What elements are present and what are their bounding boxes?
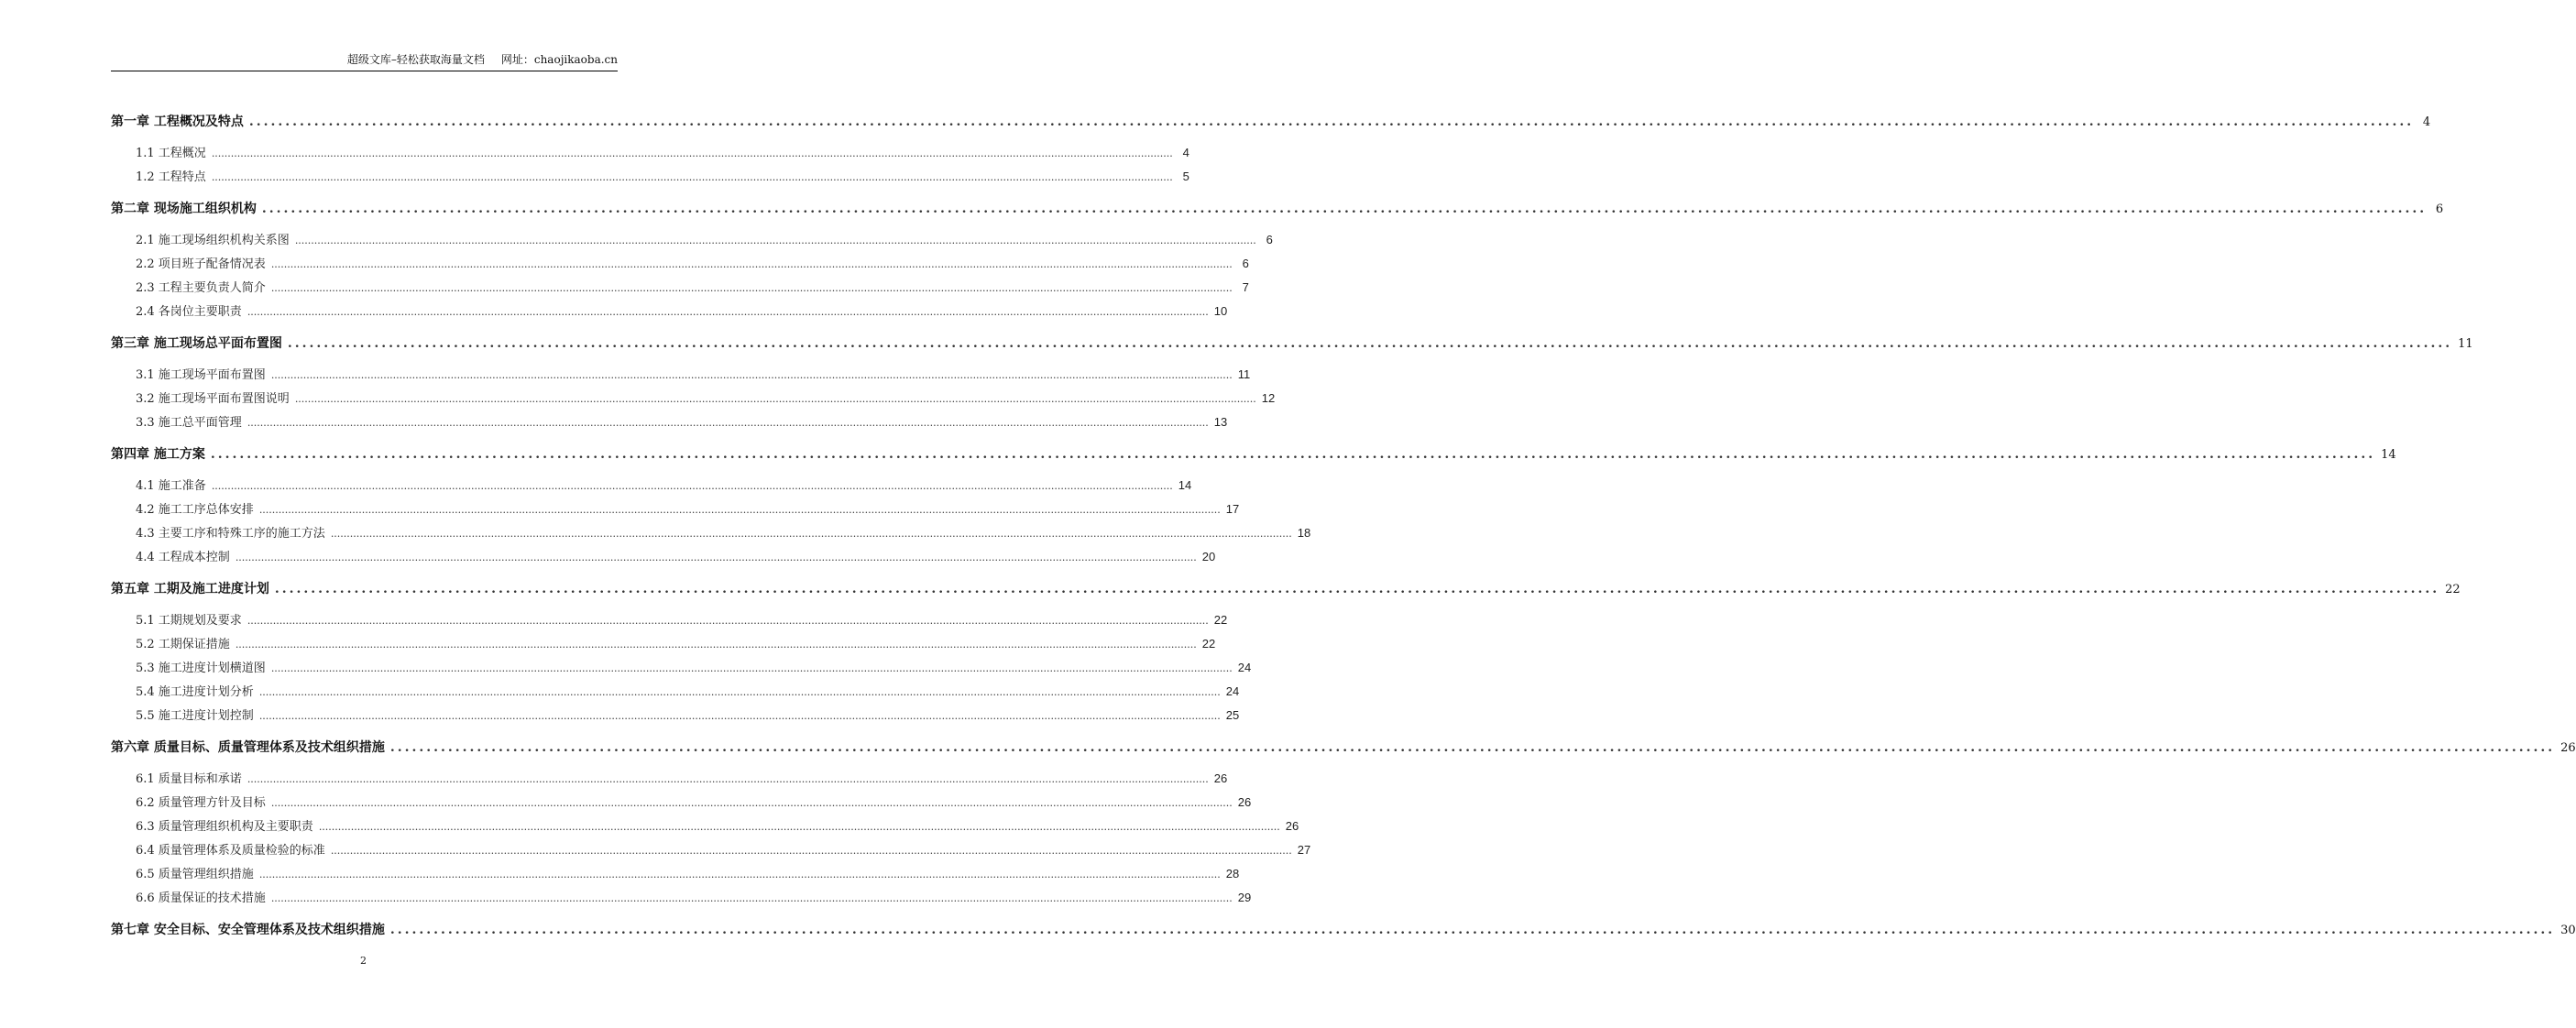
- toc-page-number: 14: [1178, 478, 1192, 492]
- toc-page-number: 29: [1237, 891, 1252, 904]
- toc-title: 第一章 工程概况及特点: [111, 115, 244, 129]
- dot-leader: ............................................................................................................................................................................................................................................................................................................: [270, 892, 1233, 904]
- toc-page-number: 20: [1201, 550, 1216, 563]
- toc-page-number: 10: [1213, 304, 1228, 318]
- toc-title: 第五章 工期及施工进度计划: [111, 582, 269, 596]
- dot-leader: ............................................................................................................................................................................................................................................................................................................: [247, 615, 1209, 627]
- toc-title: 2.2 项目班子配备情况表: [136, 257, 266, 271]
- toc-section-entry[interactable]: [111, 888, 1252, 920]
- toc-page-number: 26: [1285, 819, 1299, 833]
- toc-section-entry[interactable]: [111, 793, 1252, 816]
- toc-section-entry[interactable]: [111, 864, 1240, 888]
- toc-section-entry[interactable]: [111, 705, 1240, 738]
- toc-section-entry[interactable]: [111, 412, 1228, 444]
- toc-chapter-entry[interactable]: [111, 334, 2473, 365]
- page-header: [111, 51, 618, 71]
- toc-page-number: 4: [1182, 146, 1189, 159]
- toc-title: 6.6 质量保证的技术措施: [136, 891, 266, 905]
- toc-section-entry[interactable]: [111, 388, 1276, 412]
- dot-leader: ............................................................................................................................................................................................................................................................................................................: [294, 235, 1256, 246]
- toc-chapter-entry[interactable]: [111, 920, 2576, 951]
- dot-leader: ............................................................................................................................................................................................................................................................................................................: [235, 552, 1197, 563]
- toc-page-number: 6: [1266, 233, 1273, 246]
- toc-title: 4.2 施工工序总体安排: [136, 503, 254, 517]
- dot-leader: ............................................................................................................................................................................................................................................................................................................: [211, 171, 1173, 183]
- page-number: 2: [360, 955, 367, 967]
- toc-page-number: 28: [1225, 867, 1240, 880]
- dot-leader: ............................................................................................................................................................................................................................................................................................................: [287, 336, 2453, 351]
- toc-title: 第七章 安全目标、安全管理体系及技术组织措施: [111, 923, 385, 937]
- table-of-contents: [111, 112, 2576, 951]
- toc-chapter-entry[interactable]: [111, 199, 2444, 230]
- toc-chapter-entry[interactable]: [111, 579, 2461, 610]
- dot-leader: ............................................................................................................................................................................................................................................................................................................: [210, 447, 2376, 462]
- toc-title: 5.3 施工进度计划横道图: [136, 662, 266, 675]
- toc-title: 2.3 工程主要负责人简介: [136, 281, 266, 295]
- dot-leader: ............................................................................................................................................................................................................................................................................................................: [270, 797, 1233, 809]
- toc-page-number: 27: [1297, 843, 1311, 857]
- toc-page-number: 26: [1213, 771, 1228, 785]
- toc-section-entry[interactable]: [111, 254, 1249, 278]
- dot-leader: ............................................................................................................................................................................................................................................................................................................: [235, 639, 1197, 651]
- dot-leader: ............................................................................................................................................................................................................................................................................................................: [330, 528, 1292, 540]
- dot-leader: ............................................................................................................................................................................................................................................................................................................: [248, 115, 2415, 129]
- toc-title: 5.4 施工进度计划分析: [136, 685, 254, 699]
- toc-title: 6.2 质量管理方针及目标: [136, 796, 266, 810]
- dot-leader: ............................................................................................................................................................................................................................................................................................................: [258, 686, 1221, 698]
- toc-page-number: 13: [1213, 415, 1228, 429]
- toc-title: 2.4 各岗位主要职责: [136, 305, 242, 319]
- toc-page-number: 26: [2560, 741, 2576, 755]
- dot-leader: ............................................................................................................................................................................................................................................................................................................: [258, 869, 1221, 880]
- toc-section-entry[interactable]: [111, 278, 1249, 301]
- toc-section-entry[interactable]: [111, 658, 1252, 682]
- toc-page-number: 24: [1225, 684, 1240, 698]
- dot-leader: ............................................................................................................................................................................................................................................................................................................: [389, 923, 2556, 937]
- toc-section-entry[interactable]: [111, 365, 1251, 388]
- toc-title: 5.2 工期保证措施: [136, 638, 230, 651]
- toc-title: 第三章 施工现场总平面布置图: [111, 336, 282, 351]
- toc-title: 1.2 工程特点: [136, 170, 206, 184]
- toc-section-entry[interactable]: [111, 230, 1273, 254]
- toc-page-number: 11: [2458, 337, 2473, 351]
- toc-page-number: 26: [1237, 795, 1252, 809]
- toc-title: 5.5 施工进度计划控制: [136, 709, 254, 723]
- toc-section-entry[interactable]: [111, 523, 1311, 547]
- dot-leader: ............................................................................................................................................................................................................................................................................................................: [258, 504, 1221, 516]
- toc-title: 6.1 质量目标和承诺: [136, 772, 242, 786]
- toc-page-number: 18: [1297, 526, 1311, 540]
- toc-page-number: 24: [1237, 661, 1252, 674]
- toc-section-entry[interactable]: [111, 301, 1228, 334]
- toc-title: 4.1 施工准备: [136, 479, 206, 493]
- dot-leader: ............................................................................................................................................................................................................................................................................................................: [270, 662, 1233, 674]
- dot-leader: ............................................................................................................................................................................................................................................................................................................: [274, 582, 2440, 596]
- header-url: 网址：chaojikaoba.cn: [500, 53, 618, 66]
- toc-section-entry[interactable]: [111, 476, 1192, 499]
- dot-leader: ............................................................................................................................................................................................................................................................................................................: [389, 740, 2556, 755]
- dot-leader: ............................................................................................................................................................................................................................................................................................................: [211, 148, 1173, 159]
- toc-title: 6.3 质量管理组织机构及主要职责: [136, 820, 313, 834]
- toc-page-number: 4: [2422, 115, 2431, 129]
- toc-page-number: 6: [1242, 257, 1249, 270]
- toc-section-entry[interactable]: [111, 816, 1299, 840]
- toc-section-entry[interactable]: [111, 610, 1228, 634]
- toc-page-number: 25: [1225, 708, 1240, 722]
- dot-leader: ............................................................................................................................................................................................................................................................................................................: [247, 306, 1209, 318]
- dot-leader: ............................................................................................................................................................................................................................................................................................................: [294, 393, 1256, 405]
- dot-leader: ............................................................................................................................................................................................................................................................................................................: [247, 773, 1209, 785]
- toc-page-number: 5: [1182, 170, 1189, 183]
- toc-title: 3.3 施工总平面管理: [136, 416, 242, 430]
- toc-page-number: 22: [2445, 583, 2461, 596]
- toc-title: 2.1 施工现场组织机构关系图: [136, 234, 290, 247]
- toc-page-number: 22: [1201, 637, 1216, 651]
- toc-title: 6.5 质量管理组织措施: [136, 868, 254, 881]
- dot-leader: ............................................................................................................................................................................................................................................................................................................: [270, 369, 1233, 381]
- dot-leader: ............................................................................................................................................................................................................................................................................................................: [270, 258, 1233, 270]
- dot-leader: ............................................................................................................................................................................................................................................................................................................: [318, 821, 1280, 833]
- toc-title: 4.4 工程成本控制: [136, 551, 230, 564]
- toc-section-entry[interactable]: [111, 499, 1240, 523]
- toc-page-number: 17: [1225, 502, 1240, 516]
- toc-section-entry[interactable]: [111, 547, 1216, 579]
- dot-leader: ............................................................................................................................................................................................................................................................................................................: [330, 845, 1292, 857]
- toc-page-number: 30: [2560, 924, 2576, 937]
- toc-title: 3.2 施工现场平面布置图说明: [136, 392, 290, 406]
- toc-page-number: 6: [2435, 202, 2444, 216]
- toc-section-entry[interactable]: [111, 840, 1311, 864]
- toc-title: 6.4 质量管理体系及质量检验的标准: [136, 844, 325, 858]
- toc-section-entry[interactable]: [111, 682, 1240, 705]
- dot-leader: ............................................................................................................................................................................................................................................................................................................: [270, 282, 1233, 294]
- toc-title: 第二章 现场施工组织机构: [111, 202, 257, 216]
- toc-title: 5.1 工期规划及要求: [136, 614, 242, 628]
- toc-page-number: 11: [1237, 367, 1251, 381]
- toc-title: 第四章 施工方案: [111, 447, 205, 462]
- dot-leader: ............................................................................................................................................................................................................................................................................................................: [258, 710, 1221, 722]
- toc-title: 1.1 工程概况: [136, 147, 206, 160]
- dot-leader: ............................................................................................................................................................................................................................................................................................................: [261, 202, 2428, 216]
- dot-leader: ............................................................................................................................................................................................................................................................................................................: [247, 417, 1209, 429]
- toc-page-number: 14: [2381, 448, 2396, 462]
- header-site: 超级文库–轻松获取海量文档: [346, 53, 485, 66]
- toc-title: 第六章 质量目标、质量管理体系及技术组织措施: [111, 740, 385, 755]
- toc-chapter-entry[interactable]: [111, 444, 2396, 476]
- toc-section-entry[interactable]: [111, 634, 1216, 658]
- toc-section-entry[interactable]: [111, 769, 1228, 793]
- toc-page-number: 12: [1261, 391, 1276, 405]
- dot-leader: ............................................................................................................................................................................................................................................................................................................: [211, 480, 1173, 492]
- toc-title: 4.3 主要工序和特殊工序的施工方法: [136, 527, 325, 541]
- toc-page-number: 7: [1242, 280, 1249, 294]
- toc-section-entry[interactable]: [111, 167, 1189, 199]
- toc-page-number: 22: [1213, 613, 1228, 627]
- toc-section-entry[interactable]: [111, 143, 1189, 167]
- toc-chapter-entry[interactable]: [111, 738, 2576, 769]
- toc-title: 3.1 施工现场平面布置图: [136, 368, 266, 382]
- toc-chapter-entry[interactable]: [111, 112, 2431, 143]
